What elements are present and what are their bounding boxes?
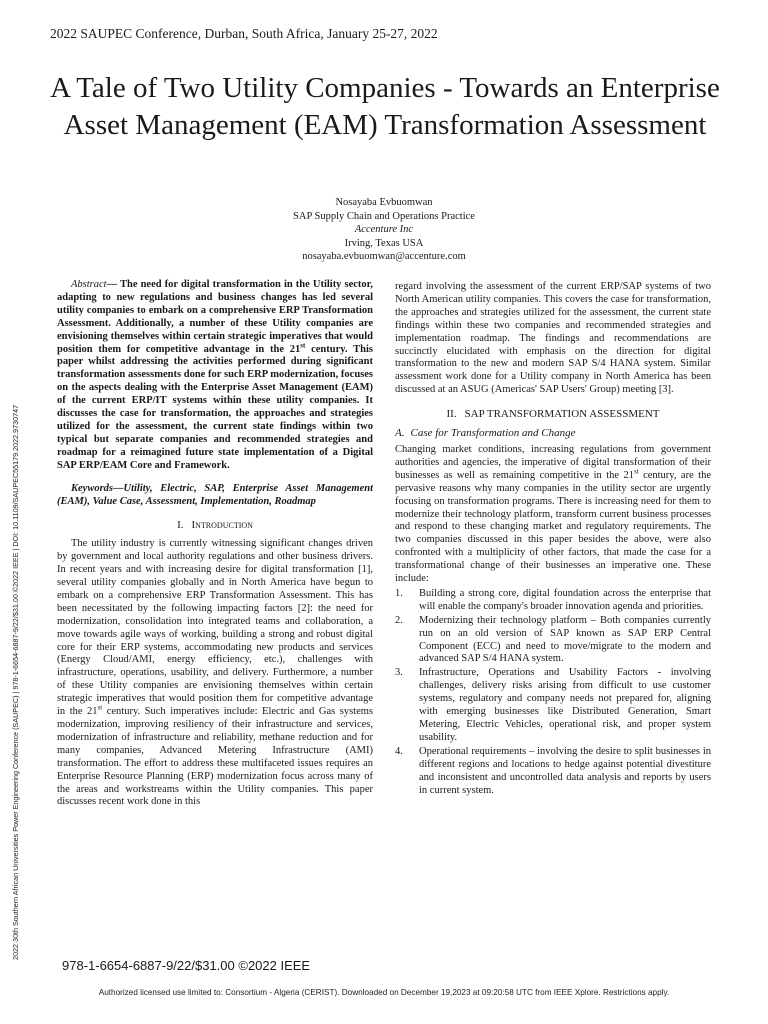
list-item-text: Modernizing their technology platform – Both companies currently run on an old version of SAP known as SAP ERP Central Component (ECC) and need to move/migrate to the modern and advanced SAP S/4 HANA system. xyxy=(419,614,711,665)
list-item-text: Operational requirements – involving the desire to split businesses in different regions and locations to hedge against potential divestiture and inconsistent and uncontrolled data analysis and reports by users in current system. xyxy=(419,745,711,796)
list-item xyxy=(395,667,711,744)
footer-isbn: 978-1-6654-6887-9/22/$31.00 ©2022 IEEE xyxy=(62,958,311,973)
list-item-number: 4. xyxy=(395,745,403,757)
paper-title: A Tale of Two Utility Companies - Towards an Enterprise Asset Management (EAM) Transformation Assessment xyxy=(50,72,720,141)
left-column xyxy=(57,279,373,809)
case-paragraph xyxy=(395,444,711,586)
author-location: Irving, Texas USA xyxy=(344,237,424,249)
footer-license: Authorized licensed use limited to: Consortium - Algeria (CERIST). Downloaded on December 19,2023 at 09:20:58 UTC from IEEE Xplore. Restrictions apply. xyxy=(98,988,670,997)
intro-sup: st xyxy=(97,703,103,712)
abstract xyxy=(57,279,373,473)
abstract-text-2: century. This paper whilst addressing the activities performed during significant transformation assessments done for such ERP modernization, focuses on the aspects dealing with the Enterprise Asset Management (EAM) of the current ERP/IT systems within these utility companies. It discusses the case for transformation, the approaches and strategies utilized for the assessment, the current state findings within two typical but separate companies and recommended strategies and roadmap for a reimagined future state implementation of a Digital SAP ERP/EAM Core and Framework. xyxy=(57,343,373,471)
case-text-b: century, are the pervasive reasons why many companies in the utility sector are urgently focusing on transformation programs. There is increasing need for them to modernize their technology platform, transform current business processes and respond to these changing market and regulatory requirements. The two companies discussed in this paper besides the above, were also confronted with a multiplicity of other factors, that made the case for a transformational change of their businesses an imperative one. These include: xyxy=(395,469,711,585)
case-text-a: Changing market conditions, increasing regulations from government authorities and agencies, the imperative of digital transformation of their businesses as well as remaining competitive in the 21 xyxy=(395,443,711,481)
abstract-text: — The need for digital transformation in the Utility sector, adapting to new regulations and business changes has led several utility companies to embark on a comprehensive ERP Transformation Assessment. Additionally, a number of these Utility companies are envisioning themselves within certain strategic imperatives that would position them for competitive advantage in the 21 xyxy=(57,279,373,355)
conference-header: 2022 SAUPEC Conference, Durban, South Africa, January 25-27, 2022 xyxy=(50,26,438,41)
keywords: Keywords—Utility, Electric, SAP, Enterprise Asset Management (EAM), Value Case, Assessment, Implementation, Roadmap xyxy=(57,482,373,507)
section-2-number: II. xyxy=(446,408,457,421)
intro-paragraph xyxy=(57,538,373,809)
case-sup: st xyxy=(633,467,639,476)
factors-list xyxy=(395,588,711,798)
list-item xyxy=(395,588,711,614)
section-2-title: SAP TRANSFORMATION ASSESSMENT xyxy=(464,408,660,421)
author-block xyxy=(184,196,584,264)
list-item-number: 3. xyxy=(395,667,403,679)
author-organization: Accenture Inc xyxy=(354,224,414,236)
side-identifier: 2022 30th Southern African Universities Power Engineering Conference (SAUPEC) | 978-1-6654-6887-9/22/$31.00 ©2022 IEEE | DOI: 10.1109/SAUPEC55179.2022.9730747 xyxy=(11,404,20,960)
abstract-sup: st xyxy=(300,341,306,350)
list-item-text: Infrastructure, Operations and Usability Factors - involving challenges, delivery risks arising from difficult to use customer systems, regulatory and company needs not prepared for, aligning with emerging businesses like Distributed Generation, Smart Metering, Electric Vehicles, operational risk, and proper system usability. xyxy=(419,667,711,743)
section-2-heading xyxy=(395,408,711,421)
subsection-a-number: A. xyxy=(395,427,405,440)
section-1-title: Introduction xyxy=(191,519,253,532)
section-1-heading xyxy=(57,519,373,532)
abstract-lead: Abstract xyxy=(71,279,107,290)
list-item-number: 2. xyxy=(395,614,403,626)
intro-continuation: regard involving the assessment of the current ERP/SAP systems of two North American utility companies. This covers the case for transformation, the approaches and strategies utilized for the assessment, the current state findings within these two companies and recommended strategies and implementation roadmap. The findings and recommendations are succinctly elucidated with emphasis on the direction for digital transformation to the new and modern SAP S/4 HANA system. Similar assessment work done for a Utility company in North America has been discussed at an ASUG (Americas' SAP Users' Group) meeting [3]. xyxy=(395,281,711,396)
list-item xyxy=(395,615,711,667)
intro-text-b: century. Such imperatives include: Electric and Gas systems modernization, improving resiliency of their infrastructure and services, modernization of infrastructure and reliability, methane reduction and for many companies, Advanced Metering Infrastructure (AMI) transformation. The effort to address these multifaceted issues requires an Enterprise Resource Planning (ERP) modernization focus across many of the areas and workstreams within the Utility companies. This paper discusses recent work done in this xyxy=(57,706,374,808)
right-column xyxy=(395,281,711,798)
author-affiliation: SAP Supply Chain and Operations Practice xyxy=(293,210,475,222)
subsection-a-heading xyxy=(395,427,711,440)
list-item xyxy=(395,746,711,798)
intro-text-a: The utility industry is currently witnessing significant changes driven by government and local authority regulations and other business drivers. In recent years and with increasing desire for digital transformation [1], several utility companies globally and in North America have begun to embark on a comprehensive ERP Transformation Assessment. This has been necessitated by the following impacting factors [2]: the need for modernization, consolidation into integrated teams and collaboration, a move towards agile ways of working, building a strong and robust digital core for their ERP systems, accommodating new products and services (Energy Cloud/AMI, energy efficiency, etc.), challenges with infrastructure, operations, usability, and delivery. Furthermore, a number of these Utility companies are envisioning themselves within certain strategic imperatives that would position them for competitive advantage in the 21 xyxy=(57,538,373,718)
author-email: nosayaba.evbuomwan@accenture.com xyxy=(302,251,466,263)
subsection-a-title: Case for Transformation and Change xyxy=(410,427,576,440)
author-name: Nosayaba Evbuomwan xyxy=(335,197,433,208)
list-item-number: 1. xyxy=(395,587,403,599)
section-1-number: I. xyxy=(177,519,184,532)
list-item-text: Building a strong core, digital foundation across the enterprise that will enable the company's broader innovation agenda and priorities. xyxy=(419,587,711,612)
